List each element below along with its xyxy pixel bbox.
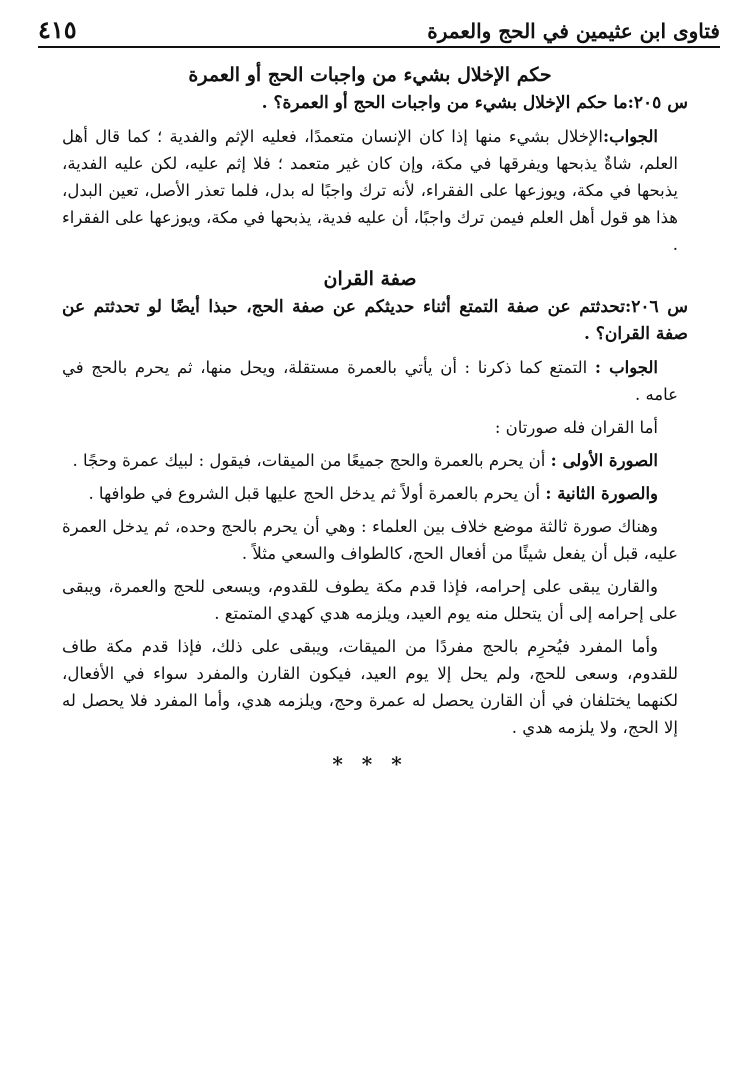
mufrid-paragraph: وأما المفرد فيُحرِم بالحج مفردًا من الميقات، ويبقى على ذلك، فإذا قدم مكة طاف للقدوم، وسعى للحج، ولم يحل إلا يوم العيد، فيكون القارن والمفرد سواء في الأفعال، لكنهما يختلفان في أن القارن يحصل له عمرة وحج، ويلزمه هدي، وأما المفرد فلا يحصل له إلا الحج، ولا يلزمه هدي . — [62, 637, 678, 737]
section-heading-1: حكم الإخلال بشيء من واجبات الحج أو العمرة — [188, 64, 552, 86]
section-separator: * * * — [332, 752, 408, 776]
page-header — [38, 14, 720, 48]
answer-label: الجواب: — [603, 127, 658, 146]
question-number: س ٢٠٥ — [633, 93, 688, 113]
question-text: تحدثتم عن صفة التمتع أثناء حديثكم عن صفة الحج، حبذا أيضًا لو تحدثتم عن صفة القران؟ . — [62, 297, 688, 344]
section-heading-2: صفة القران — [323, 268, 417, 290]
qiran-intro: أما القران فله صورتان : — [494, 418, 658, 437]
qarin-paragraph: والقارن يبقى على إحرامه، فإذا قدم مكة يطوف للقدوم، ويسعى للحج والعمرة، ويبقى على إحرامه إلى أن يتحلل منه يوم العيد، ويلزمه هدي كهدي المتمتع . — [62, 577, 678, 623]
form-1-text: أن يحرم بالعمرة والحج جميعًا من الميقات، فيقول : لبيك عمرة وحجًا . — [72, 451, 546, 470]
qiran-form-1 — [62, 447, 678, 474]
page-body — [61, 60, 689, 778]
qiran-form-2 — [62, 480, 678, 507]
page-number: ٤١٥ — [38, 15, 77, 44]
answer-text: التمتع كما ذكرنا : أن يأتي بالعمرة مستقلة، ويحل منها، ثم يحرم بالحج في عامه . — [62, 358, 678, 404]
question-text: ما حكم الإخلال بشيء من واجبات الحج أو العمرة؟ . — [261, 93, 628, 113]
question-206: س ٢٠٦:تحدثتم عن صفة التمتع أثناء حديثكم عن صفة الحج، حبذا أيضًا لو تحدثتم عن صفة القران؟ . — [62, 297, 689, 344]
answer-205 — [62, 123, 678, 258]
qiran-form-3: وهناك صورة ثالثة موضع خلاف بين العلماء : وهي أن يحرم بالحج وحده، ثم يدخل العمرة عليه، قبل أن يفعل شيئًا من أفعال الحج، كالطواف والسعي مثلاً . — [62, 517, 678, 563]
answer-label: الجواب : — [594, 358, 658, 377]
form-1-label: الصورة الأولى : — [550, 451, 658, 470]
answer-206 — [62, 354, 678, 408]
form-2-text: أن يحرم بالعمرة أولاً ثم يدخل الحج عليها قبل الشروع في طوافها . — [88, 484, 541, 503]
question-number: س ٢٠٦ — [631, 297, 689, 317]
question-205: س ٢٠٥:ما حكم الإخلال بشيء من واجبات الحج أو العمرة؟ . — [261, 93, 688, 113]
running-title: فتاوى ابن عثيمين في الحج والعمرة — [427, 19, 720, 43]
form-2-label: والصورة الثانية : — [545, 484, 658, 503]
answer-text: الإخلال بشيء منها إذا كان الإنسان متعمدًا، فعليه الإثم والفدية ؛ كما قال أهل العلم، شاةٌ يذبحها ويفرقها في مكة، وإن كان غير متعمد ؛ فلا إثم عليه، لكن عليه الفدية، يذبحها في مكة، ويوزعها على الفقراء، لأنه ترك واجبًا له بدل، فلما تعذر الأصل، تعين البدل، هذا هو قول أهل العلم فيمن ترك واجبًا، أن عليه فدية، يذبحها في مكة، ويوزعها على الفقراء . — [61, 127, 678, 254]
